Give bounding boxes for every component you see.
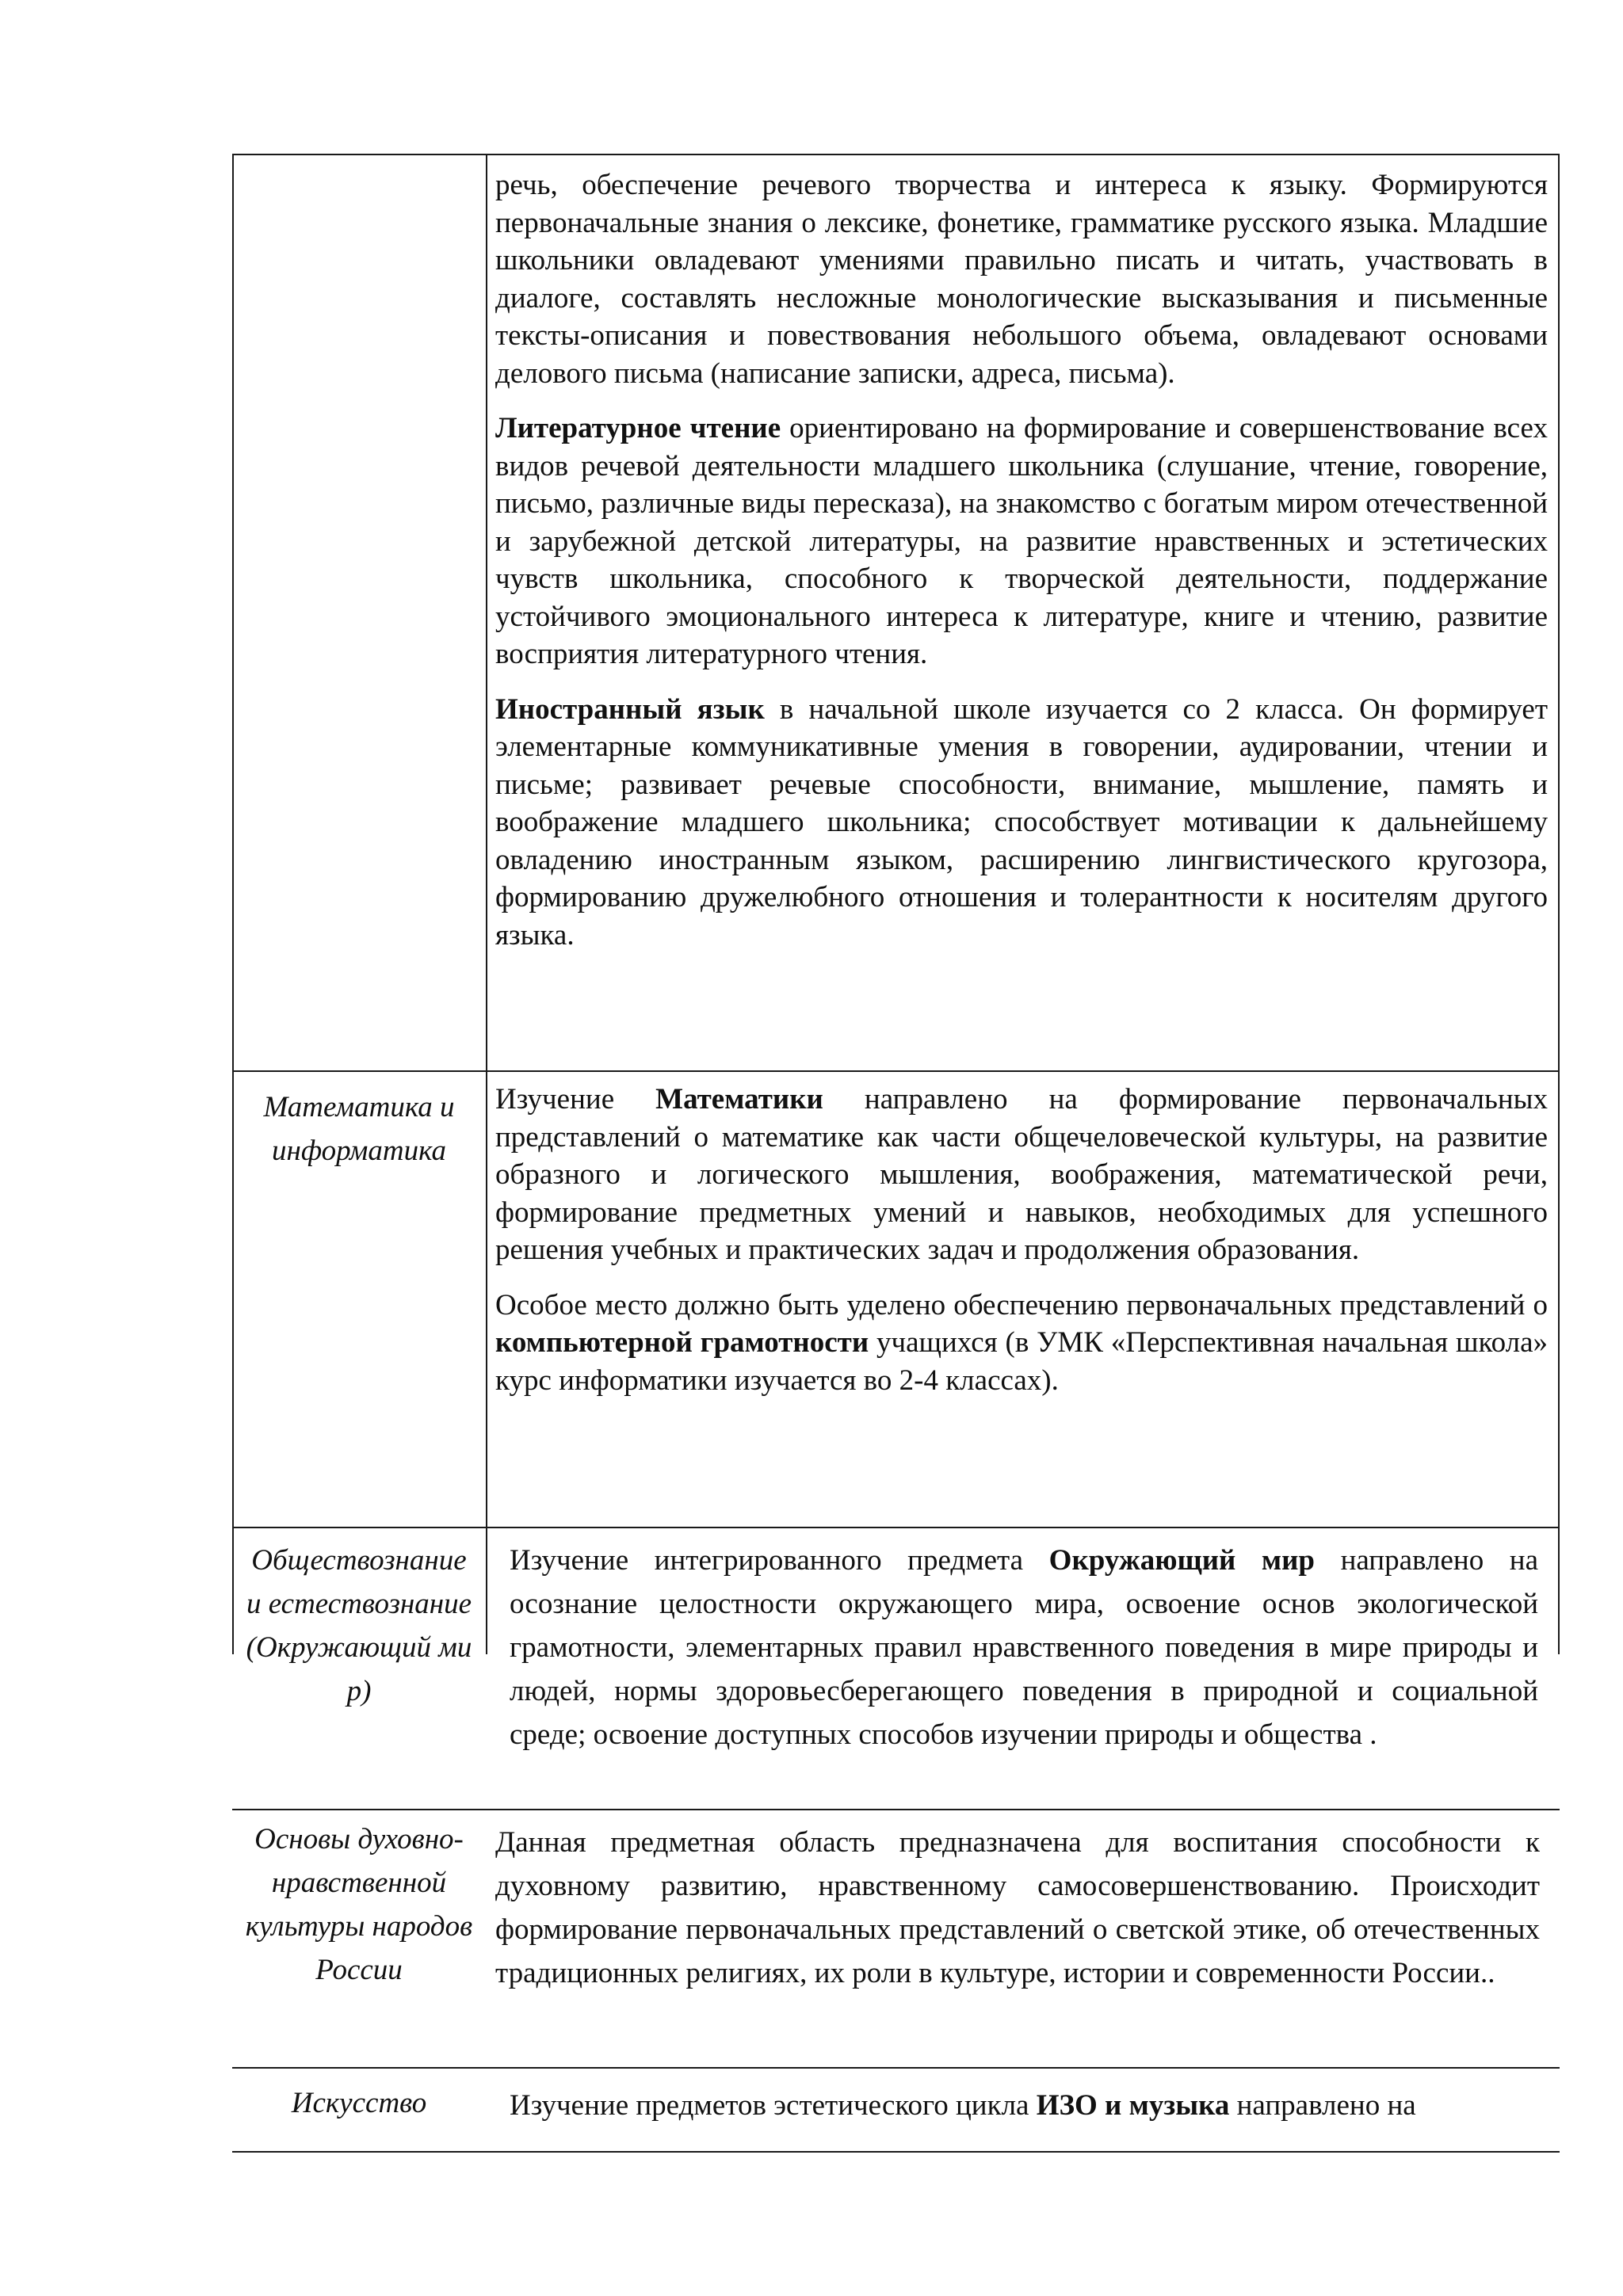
text-run: Данная предметная область предназначена для воспитания способности к духовному развитию, нравственному самосовершенствованию. Происходит формирование первоначальных представлений о светской этике, об отечественных традиционных религиях, их роли в культуре, истории и современности России.. xyxy=(495,1826,1540,1989)
description-paragraph xyxy=(510,2084,1548,2127)
text-run: учащихся (в УМК «Перспективная начальная школа» курс информатики изучается во 2-4 классах). xyxy=(495,1326,1548,1397)
text-run: направлено на формирование первоначальных представлений о математике как части общечеловеческой культуры, на развитие образного и логического мышления, воображения, математической речи, формирование предметных умений и навыков, необходимых для успешного решения учебных и практических задач и продолжения образования. xyxy=(495,1083,1548,1266)
subject-cell: Основы духовно-нравственной культуры народов России xyxy=(245,1823,473,1986)
description-paragraph xyxy=(495,1081,1548,1269)
text-run: направлено на осознание целостности окружающего мира, освоение основ экологической грамотности, элементарных правил нравственного поведения в мире природы и людей, нормы здоровьесберегающего поведения в природной и социальной среде; освоение доступных способов изучении природы и общества . xyxy=(510,1544,1538,1751)
subject-cell: Математика и информатика xyxy=(263,1091,455,1167)
text-run: Изучение xyxy=(495,1083,656,1116)
text-run: в начальной школе изучается со 2 класса. Он формирует элементарные коммуникативные умения в говорении, аудировании, чтении и письме; развивает речевые способности, внимание, мышление, память и воображение младшего школьника; способствует мотивации к дальнейшему овладению иностранным языком, расширению лингвистического кругозора, формированию дружелюбного отношения и толерантности к носителям другого языка. xyxy=(495,692,1548,952)
bold-subject-name: Литературное чтение xyxy=(495,412,781,444)
description-cell xyxy=(510,1539,1538,1756)
subject-cell: Искусство xyxy=(291,2087,427,2119)
bold-subject-name: Иностранный язык xyxy=(495,692,765,726)
curriculum-table xyxy=(232,154,1560,2122)
row-divider-4 xyxy=(232,2067,1560,2069)
bold-subject-name: компьютерной грамотности xyxy=(495,1326,869,1359)
bold-subject-name: Окружающий мир xyxy=(1048,1544,1316,1577)
text-run: Изучение предметов эстетического цикла xyxy=(510,2089,1037,2122)
table-border-middle xyxy=(486,154,487,1654)
text-run: речь, обеспечение речевого творчества и интереса к языку. Формируются первоначальные знания о лексике, фонетике, грамматике русского языка. Младшие школьники овладевают умениями правильно писать и читать, участвовать в диалоге, составлять несложные монологические высказывания и письменные тексты-описания и повествования небольшого объема, овладевают основами делового письма (написание записки, адреса, письма). xyxy=(495,169,1548,390)
description-cell xyxy=(495,1081,1548,1399)
table-border-top xyxy=(232,154,1560,155)
text-run: ориентировано на формирование и совершенствование всех видов речевой деятельности младшего школьника (слушание, чтение, говорение, письмо, различные виды пересказа), на знакомство с богатым миром отечественной и зарубежной детской литературы, на развитие нравственных и эстетических чувств школьника, способного к творческой деятельности, поддержание устойчивого эмоционального интереса к литературе, книге и чтению, развитие восприятия литературного чтения. xyxy=(495,412,1548,670)
description-paragraph xyxy=(495,166,1548,392)
description-paragraph xyxy=(510,1539,1538,1756)
bold-subject-name: ИЗО и музыка xyxy=(1036,2089,1230,2122)
description-paragraph xyxy=(495,1821,1540,1995)
description-cell xyxy=(495,1821,1540,1995)
description-cell xyxy=(510,2084,1548,2127)
description-paragraph xyxy=(495,410,1548,673)
table-border-bottom xyxy=(232,2151,1560,2153)
description-paragraph xyxy=(495,691,1548,955)
row-divider-3 xyxy=(232,1809,1560,1810)
subject-cell: Обществознание и естествознание (Окружающий мир) xyxy=(246,1544,472,1707)
bold-subject-name: Математики xyxy=(655,1083,823,1116)
table-border-right xyxy=(1558,154,1560,1654)
row-divider-2 xyxy=(232,1527,1560,1528)
description-paragraph xyxy=(495,1287,1548,1400)
text-run: Изучение интегрированного предмета xyxy=(510,1544,1049,1577)
text-run: направлено на xyxy=(1229,2089,1416,2122)
row-divider-1 xyxy=(232,1070,1560,1072)
description-cell xyxy=(495,166,1548,954)
table-border-left xyxy=(232,154,234,1654)
text-run: Особое место должно быть уделено обеспечению первоначальных представлений о xyxy=(495,1288,1548,1322)
